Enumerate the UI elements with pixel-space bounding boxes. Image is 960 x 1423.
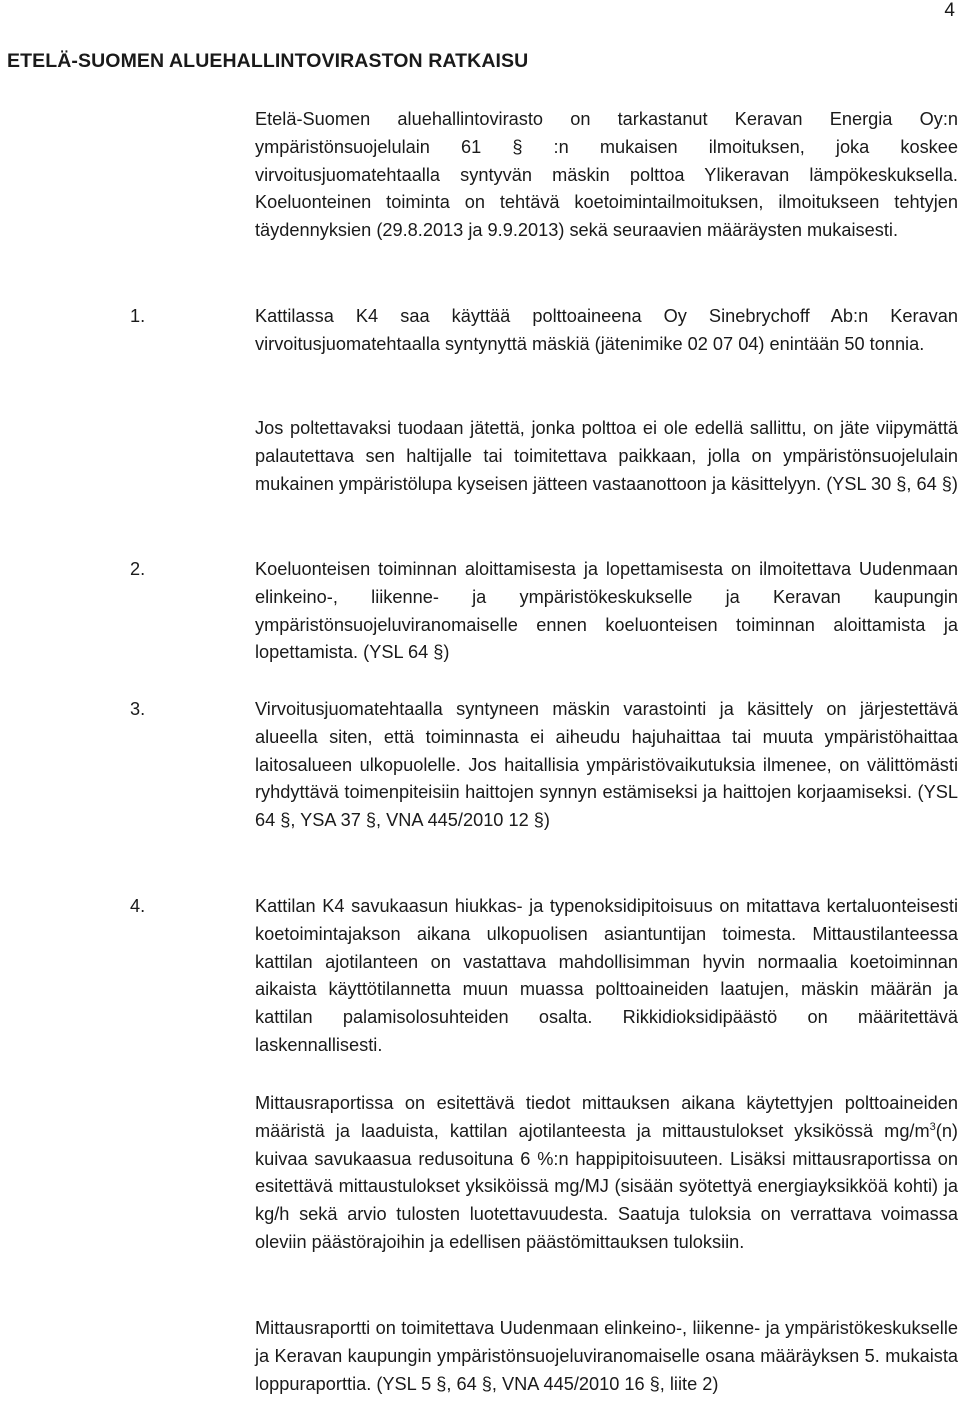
item-text: Jos poltettavaksi tuodaan jätettä, jonka polttoa ei ole edellä sallittu, on jäte viipymättä palautettava sen haltijalle tai toimitettava paikkaan, jolla on ympäristönsuojelulain mukainen ympäristölupa kyseisen jätteen vastaanottoon ja käsittelyyn. (YSL 30 §, 64 §) xyxy=(255,418,958,494)
measurement-report-paragraph xyxy=(255,1090,958,1257)
item-text: Kattilassa K4 saa käyttää polttoaineena Oy Sinebrychoff Ab:n Keravan virvoitusjuomatehtaalla syntynyttä mäskiä (jätenimike 02 07 04) enintään 50 tonnia. xyxy=(255,306,958,354)
measurement-report-text-part2: (n) kuivaa savukaasua redusoituna 6 %:n happipitoisuuteen. Lisäksi mittausraportissa on esitettävä mittaustulokset yksiköissä mg/MJ (sisään syötettyä energiayksikköä kohti) ja kg/h sekä arvio tulosten luotettavuudesta. Saatuja tuloksia on verrattava voimassa oleviin päästörajoihin ja edellisen päästömittauksen tuloksiin. xyxy=(255,1120,958,1252)
intro-paragraph: Etelä-Suomen aluehallintovirasto on tarkastanut Keravan Energia Oy:n ympäristönsuojelulain 61 § :n mukaisen ilmoituksen, joka koskee virvoitusjuomatehtaalla syntyvän mäskin polttoa Ylikeravan lämpökeskuksella. Koeluonteinen toiminta on tehtävä koetoimintailmoituksen, ilmoitukseen tehtyjen täydennyksien (29.8.2013 ja 9.9.2013) sekä seuraavien määräysten mukaisesti. xyxy=(255,109,958,241)
superscript-3: 3 xyxy=(929,1120,936,1133)
item-text: Virvoitusjuomatehtaalla syntyneen mäskin varastointi ja käsittely on järjestettävä alueella siten, että toiminnasta ei aiheudu hajuhaittaa tai muuta ympäristöhaittaa laitosalueen ulkopuolelle. Jos haitallisia ympäristövaikutuksia ilmenee, on välittömästi ryhdyttävä toimenpiteisiin haittojen synnyn estämiseksi ja haittojen korjaamiseksi. (YSL 64 §, YSA 37 §, VNA 445/2010 12 §) xyxy=(255,699,958,831)
item-text: Kattilan K4 savukaasun hiukkas- ja typenoksidipitoisuus on mitattava kertaluonteisesti koetoimintajakson aikana ulkopuolisen asiantuntijan toimesta. Mittaustilanteessa kattilan ajotilanteen on vastattava mahdollisimman hyvin normaalia koetoiminnan aikaista käyttötilannetta muun muassa polttoaineiden laatujen, mäskin määrän ja kattilan palamisolosuhteiden osalta. Rikkidioksidipäästö on määritettävä laskennallisesti. xyxy=(255,896,958,1055)
page-number: 4 xyxy=(944,0,955,21)
item-number: 1. xyxy=(130,306,146,326)
item-number: 3. xyxy=(130,699,146,719)
measurement-report-text-part1: Mittausraportissa on esitettävä tiedot mittauksen aikana käytettyjen polttoaineiden määristä ja laaduista, kattilan ajotilanteesta ja mittaustulokset yksikössä mg/m xyxy=(255,1093,958,1141)
item-number: 4. xyxy=(130,896,146,916)
section-heading: ETELÄ-SUOMEN ALUEHALLINTOVIRASTON RATKAISU xyxy=(7,50,529,72)
final-paragraph: Mittausraportti on toimitettava Uudenmaan elinkeino-, liikenne- ja ympäristökeskukselle ja Keravan kaupungin ympäristönsuojeluviranomaiselle osana määräyksen 5. mukaista loppuraporttia. (YSL 5 §, 64 §, VNA 445/2010 16 §, liite 2) xyxy=(255,1318,958,1394)
item-text: Koeluonteisen toiminnan aloittamisesta ja lopettamisesta on ilmoitettava Uudenmaan elinkeino-, liikenne- ja ympäristökeskukselle ja Keravan kaupungin ympäristönsuojeluviranomaiselle ennen koeluonteisen toiminnan aloittamista ja lopettamista. (YSL 64 §) xyxy=(255,559,958,663)
item-number: 2. xyxy=(130,559,146,579)
